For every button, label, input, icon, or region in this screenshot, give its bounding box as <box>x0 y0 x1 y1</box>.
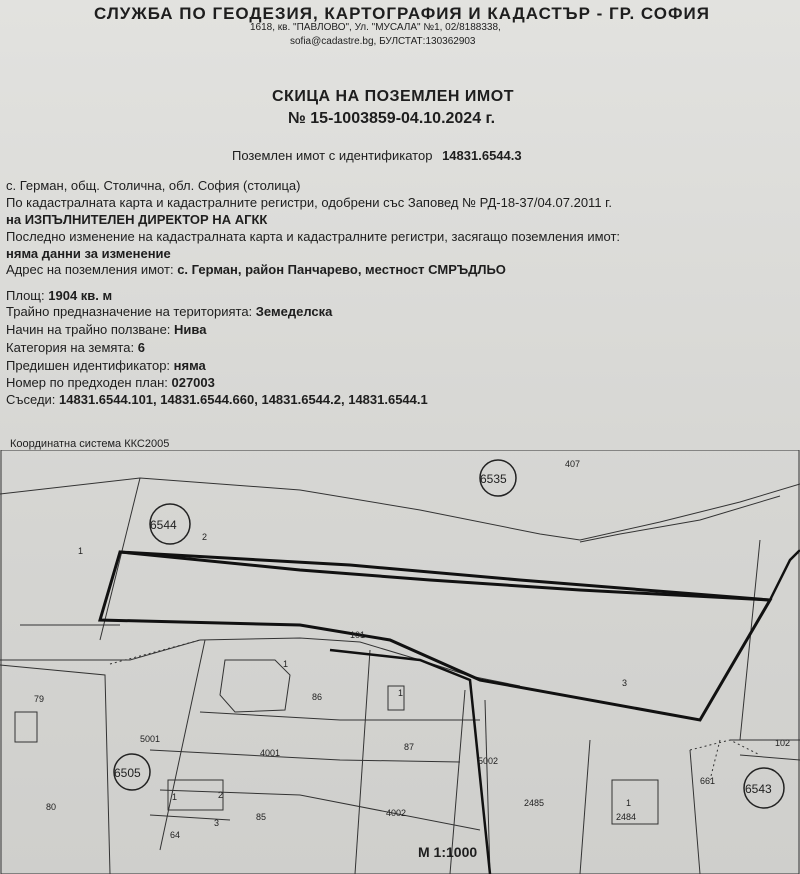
location-text: с. Герман, общ. Столична, обл. София (столица) <box>6 178 301 193</box>
road-edge-east <box>770 550 800 600</box>
address-line <box>6 262 506 277</box>
prev-plan-value: 027003 <box>171 375 215 390</box>
location-line <box>6 178 300 193</box>
block-label-6543: 6543 <box>745 782 772 796</box>
parcel-label-4001: 4001 <box>260 748 281 758</box>
building-outline <box>220 660 290 712</box>
purpose-label: Трайно предназначение на територията: <box>6 304 253 319</box>
prev-id-line <box>6 358 206 373</box>
area-line <box>6 288 112 303</box>
map-basis-line: По кадастралната карта и кадастралните регистри, одобрени със Заповед № РД-18-37/04.07.2011 г. <box>6 195 612 210</box>
prev-id-value: няма <box>173 358 206 373</box>
document-number: № 15-1003859-04.10.2024 г. <box>288 110 496 127</box>
category-line <box>6 340 145 355</box>
parcel-label-2: 2 <box>202 532 208 542</box>
neighbors-line <box>6 392 428 407</box>
identifier-value: 14831.6544.3 <box>442 148 522 163</box>
parcel-label-building-2: 2 <box>218 790 224 800</box>
parcel-label-64: 64 <box>170 830 181 840</box>
cadastral-map <box>0 450 800 874</box>
usage-value: Нива <box>174 322 207 337</box>
neighbors-value: 14831.6544.101, 14831.6544.660, 14831.6544.2, 14831.6544.1 <box>59 392 428 407</box>
parcel-label-building-1d: 1 <box>626 798 632 808</box>
parcel-label-2484: 2484 <box>616 812 637 822</box>
parcel-label-4002: 4002 <box>386 808 407 818</box>
block-label-6535: 6535 <box>480 472 507 486</box>
usage-line <box>6 322 206 337</box>
last-change-value: няма данни за изменение <box>6 246 171 261</box>
road-edge <box>330 650 490 874</box>
category-value: 6 <box>137 340 145 355</box>
prev-plan-line <box>6 375 215 390</box>
block-markers <box>114 460 784 808</box>
address-value: с. Герман, район Панчарево, местност СМРЪДЛЬО <box>177 262 506 277</box>
document-title: СКИЦА НА ПОЗЕМЛЕН ИМОТ <box>272 88 514 105</box>
last-change-label: Последно изменение на кадастралната карта и кадастралните регистри, засягащо поземления имот: <box>6 229 621 244</box>
subject-parcel-outline <box>100 552 770 720</box>
area-label: Площ: <box>6 288 45 303</box>
category-label: Категория на земята: <box>6 340 135 355</box>
identifier-label: Поземлен имот с идентификатор <box>232 148 433 163</box>
address-label: Адрес на поземления имот: <box>6 262 174 277</box>
parcel-label-building-1c: 1 <box>172 792 178 802</box>
agency-address: 1618, кв. "ПАВЛОВО", Ул. "МУСАЛА" №1, 02/8188338, <box>250 22 501 33</box>
map-scale: М 1:1000 <box>418 844 478 860</box>
parcel-label-661: 661 <box>700 776 716 786</box>
purpose-value: Земеделска <box>255 304 333 319</box>
purpose-line <box>6 304 332 319</box>
parcel-label-86: 86 <box>312 692 323 702</box>
parcel-label-407: 407 <box>565 459 581 469</box>
area-value: 1904 кв. м <box>48 288 113 303</box>
identifier-line <box>232 148 522 163</box>
parcel-label-building-1b: 1 <box>398 688 404 698</box>
block-label-6505: 6505 <box>114 766 141 780</box>
agency-name: СЛУЖБА ПО ГЕОДЕЗИЯ, КАРТОГРАФИЯ И КАДАСТЪР - ГР. СОФИЯ <box>94 4 710 23</box>
parcel-label-5002: 5002 <box>478 756 499 766</box>
parcel-label-79: 79 <box>34 694 45 704</box>
neighbors-label: Съседи: <box>6 392 56 407</box>
agency-contact: sofia@cadastre.bg, БУЛСТАТ:130362903 <box>290 36 476 47</box>
parcel-label-85: 85 <box>256 812 267 822</box>
parcel-label-80: 80 <box>46 802 57 812</box>
parcel-label-5001: 5001 <box>140 734 161 744</box>
coordinate-system: Координатна система ККС2005 <box>10 438 170 450</box>
usage-label: Начин на трайно ползване: <box>6 322 171 337</box>
parcel-label-2485: 2485 <box>524 798 545 808</box>
prev-id-label: Предишен идентификатор: <box>6 358 171 373</box>
parcel-label-3: 3 <box>622 678 628 688</box>
parcel-label-87: 87 <box>404 742 415 752</box>
prev-plan-label: Номер по предходен план: <box>6 375 168 390</box>
block-label-6544: 6544 <box>150 518 177 532</box>
parcel-label-102: 102 <box>775 738 791 748</box>
parcel-label-building-1: 1 <box>283 659 289 669</box>
parcel-label-101: 101 <box>350 630 366 640</box>
parcel-label-building-3: 3 <box>214 818 220 828</box>
parcel-label-1: 1 <box>78 546 84 556</box>
approved-by-line: на ИЗПЪЛНИТЕЛЕН ДИРЕКТОР НА АГКК <box>6 212 268 227</box>
